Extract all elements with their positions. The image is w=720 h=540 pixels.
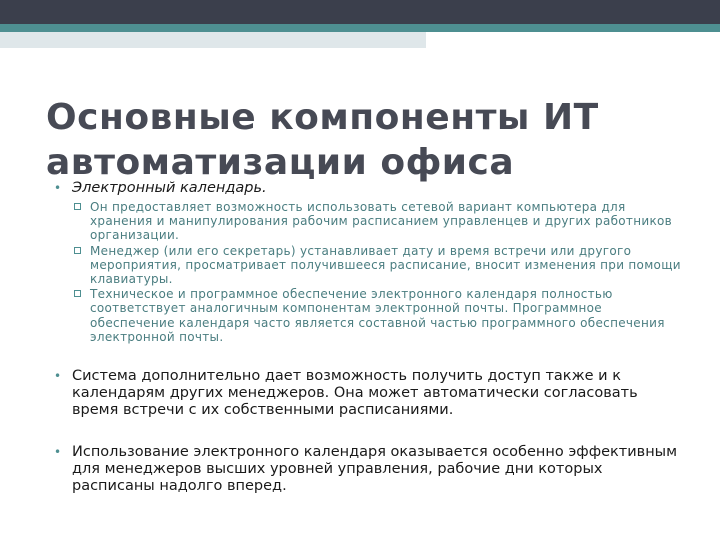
- bullet-text: Использование электронного календаря оказывается особенно эффективным для менеджеров высших уровней управления, рабочие дни которых расписаны надолго вперед.: [72, 444, 678, 495]
- light-stripe: [0, 32, 426, 48]
- bullet-electronic-calendar: [52, 180, 682, 197]
- bullet-text: Электронный календарь.: [72, 180, 267, 196]
- accent-stripe: [0, 24, 720, 32]
- sub-bullet-text: Техническое и программное обеспечение электронного календаря полностью соответствует аналогичным компонентам электронной почты. Программное обеспечение календаря часто является составной частью программного обеспечения электронной почты.: [90, 287, 665, 344]
- bullet-calendar-usage: [52, 444, 682, 495]
- bullet-dot-icon: •: [54, 369, 62, 384]
- bullet-dot-icon: •: [54, 181, 62, 195]
- square-bullet-icon: [74, 290, 81, 297]
- bullet-text: Система дополнительно дает возможность получить доступ также и к календарям других менеджеров. Она может автоматически согласовать время встречи с их собственными расписаниями.: [72, 368, 638, 419]
- sub-bullet-text: Он предоставляет возможность использовать сетевой вариант компьютера для хранения и манипулирования рабочим расписанием управленцев и других работников организации.: [90, 200, 673, 243]
- slide-title: Основные компоненты ИТ автоматизации офиса: [46, 97, 599, 183]
- square-bullet-icon: [74, 247, 81, 254]
- bullet-system-access: [52, 368, 682, 419]
- sub-bullet-item: [72, 244, 682, 287]
- sub-bullet-list: [52, 200, 682, 344]
- sub-bullet-text: Менеджер (или его секретарь) устанавливает дату и время встречи или другого мероприятия, просматривает получившееся расписание, вносит изменения при помощи клавиатуры.: [90, 243, 681, 287]
- top-dark-bar: [0, 0, 720, 24]
- sub-bullet-item: [72, 200, 682, 243]
- bullet-dot-icon: •: [54, 445, 62, 460]
- square-bullet-icon: [74, 203, 81, 210]
- sub-bullet-item: [72, 287, 682, 344]
- slide-content: [52, 180, 682, 495]
